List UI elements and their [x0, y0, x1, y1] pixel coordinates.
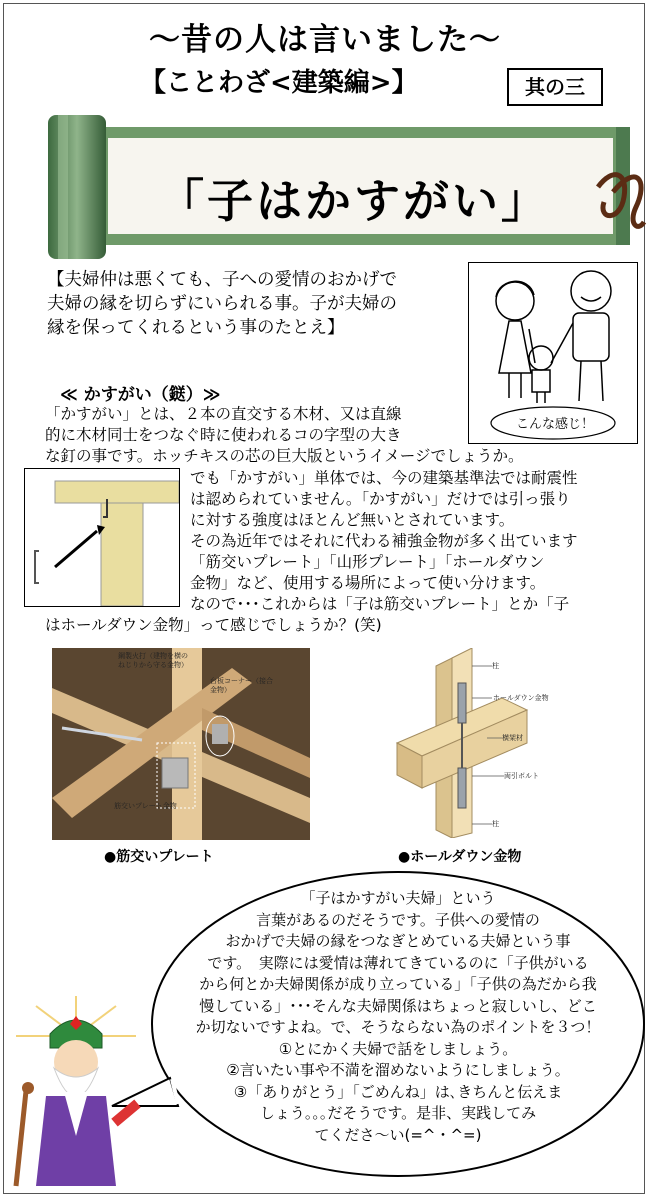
diagram-label: 柱 [492, 662, 499, 670]
holddown-diagram [392, 648, 562, 838]
bubble-line: おかげで夫婦の縁をつなぎとめている夫婦という事 [225, 932, 571, 950]
detail-line: 金物」など、使用する場所によって使い分けます。 [190, 574, 546, 592]
detail-last-line: はホールダウン金物」って感じでしょうか？(笑) [45, 616, 382, 634]
detail-line: その為近年ではそれに代わる補強金物が多く出ています [190, 532, 578, 550]
photo-label: ねじりから守る金物） [118, 661, 188, 669]
kasugai-intro [45, 404, 605, 467]
diagram-label: 横架材 [502, 734, 523, 742]
family-caption: こんな感じ！ [515, 417, 594, 432]
meaning-line: 夫婦の縁を切らずにいられる事。子が夫婦の [47, 294, 397, 314]
meaning-line: 【夫婦仲は悪くても、子への愛情のおかげで [47, 270, 397, 290]
page-title: ～昔の人は言いました～ [149, 22, 501, 58]
brace-plate-caption: ●筋交いプレート [104, 849, 214, 865]
bubble-line: てくださ～い(=^・^=) [314, 1125, 482, 1144]
bubble-line: ①とにかく夫婦で話をしましょう。 [278, 1039, 518, 1058]
intro-line: な釘の事です。ホッチキスの芯の巨大版というイメージでしょうか。 [45, 447, 524, 465]
photo-label: 台板コーナー（接合 [210, 677, 273, 685]
bubble-line: ②言いたい事や不満を溜めないようにしましょう。 [226, 1061, 570, 1079]
detail-line: は認められていません。「かすがい」だけでは引っ張り [190, 490, 571, 508]
diagram-label: 柱 [492, 820, 499, 828]
bubble-line: 言葉があるのだそうです。子供への愛情の [256, 910, 540, 929]
diagram-label: ホールダウン金物 [493, 694, 549, 702]
photo-label: 筋交いプレート金物 [114, 802, 177, 810]
photo-label: 鋼製火打（建物を横の [118, 652, 188, 660]
bubble-line: か切ないですよね。で、そうならない為のポイントを３つ！ [195, 1018, 601, 1036]
page-subtitle: 【ことわざ<建築編>】 [140, 68, 418, 98]
kasugai-diagram [24, 468, 180, 607]
meaning-line: 縁を保ってくれるという事のたとえ】 [47, 318, 345, 338]
intro-line: 「かすがい」とは、２本の直交する木材、又は直線 [45, 405, 402, 423]
kasugai-heading: ≪ かすがい（鎹）≫ [60, 385, 221, 405]
detail-line: でも「かすがい」単体では、今の建築基準法では耐震性 [190, 469, 578, 487]
bubble-line: ③「ありがとう」「ごめんね」は､きちんと伝えま [233, 1082, 563, 1101]
bubble-line: 「子はかすがい夫婦」という [300, 889, 496, 907]
bubble-line: しょう｡｡｡だそうです。是非、実践してみ [259, 1104, 537, 1122]
meaning-text [47, 268, 467, 340]
detail-line: に対する強度はほとんど無いとされています。 [190, 511, 515, 529]
bubble-line: です。 実際には愛情は薄れてきているのに「子供がいる [207, 953, 589, 972]
holddown-caption: ●ホールダウン金物 [398, 849, 522, 865]
bubble-text [150, 888, 646, 1146]
detail-line: なので･･･これからは「子は筋交いプレート」とか「子 [190, 595, 570, 613]
brace-plate-photo [52, 648, 310, 840]
diagram-label: 両引ボルト [504, 772, 539, 780]
proverb-text: 「子はかすがい」 [158, 174, 550, 228]
bubble-line: から何とか夫婦関係が成り立っている」「子供の為だから我 [199, 975, 597, 993]
sage-character [6, 996, 156, 1196]
kasugai-detail [190, 468, 635, 615]
intro-line: 的に木材同士をつなぐ時に使われるコの字型の大き [45, 426, 402, 444]
detail-line: 「筋交いプレート」「山形プレート」「ホールダウン [190, 553, 545, 571]
part-badge: 其の三 [507, 68, 603, 106]
photo-label: 金物） [210, 686, 231, 694]
bubble-line: 慢している」･･･そんな夫婦関係はちょっと寂しいし、どこ [199, 996, 597, 1015]
